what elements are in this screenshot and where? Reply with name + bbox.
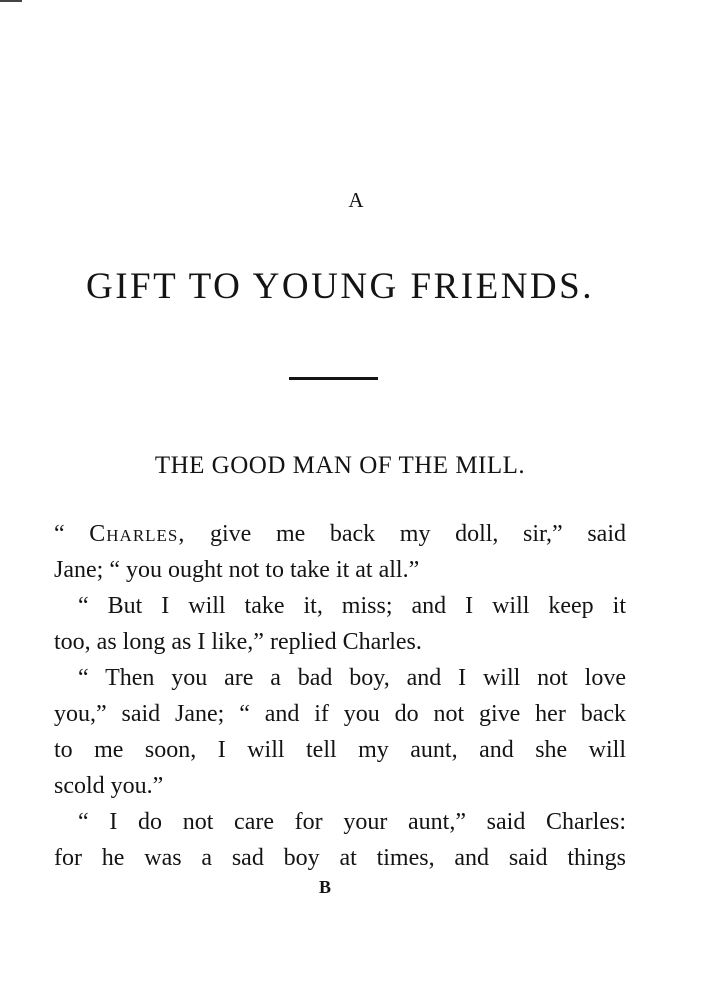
signature-mark: B [318, 877, 331, 897]
opening-quote: “ [54, 521, 90, 547]
text-line-10: for he was a sad boy at times, and said things [54, 845, 626, 871]
title-prefix: A [348, 188, 365, 212]
name-charles: Charles, [89, 521, 186, 547]
body-text [54, 516, 626, 876]
text-line-6: you,” said Jane; “ and if you do not give her back [54, 701, 626, 727]
text-line-1 [54, 516, 626, 552]
text-line-8: scold you.” [54, 773, 164, 799]
text-line-9: “ I do not care for your aunt,” said Charles: [78, 809, 626, 835]
text-line-7: to me soon, I will tell my aunt, and she will [54, 737, 626, 763]
text-line-5: “ Then you are a bad boy, and I will not love [78, 665, 626, 691]
title-rule [289, 377, 378, 380]
text-line-2: Jane; “ you ought not to take it at all.” [54, 557, 420, 583]
chapter-title: THE GOOD MAN OF THE MILL. [154, 452, 526, 479]
line1-rest: give me back my doll, sir,” said [185, 521, 626, 547]
text-line-4: too, as long as I like,” replied Charles. [54, 629, 422, 655]
page-edge-mark [0, 0, 22, 2]
text-line-3: “ But I will take it, miss; and I will keep it [78, 593, 626, 619]
book-title: GIFT TO YOUNG FRIENDS. [86, 266, 594, 307]
